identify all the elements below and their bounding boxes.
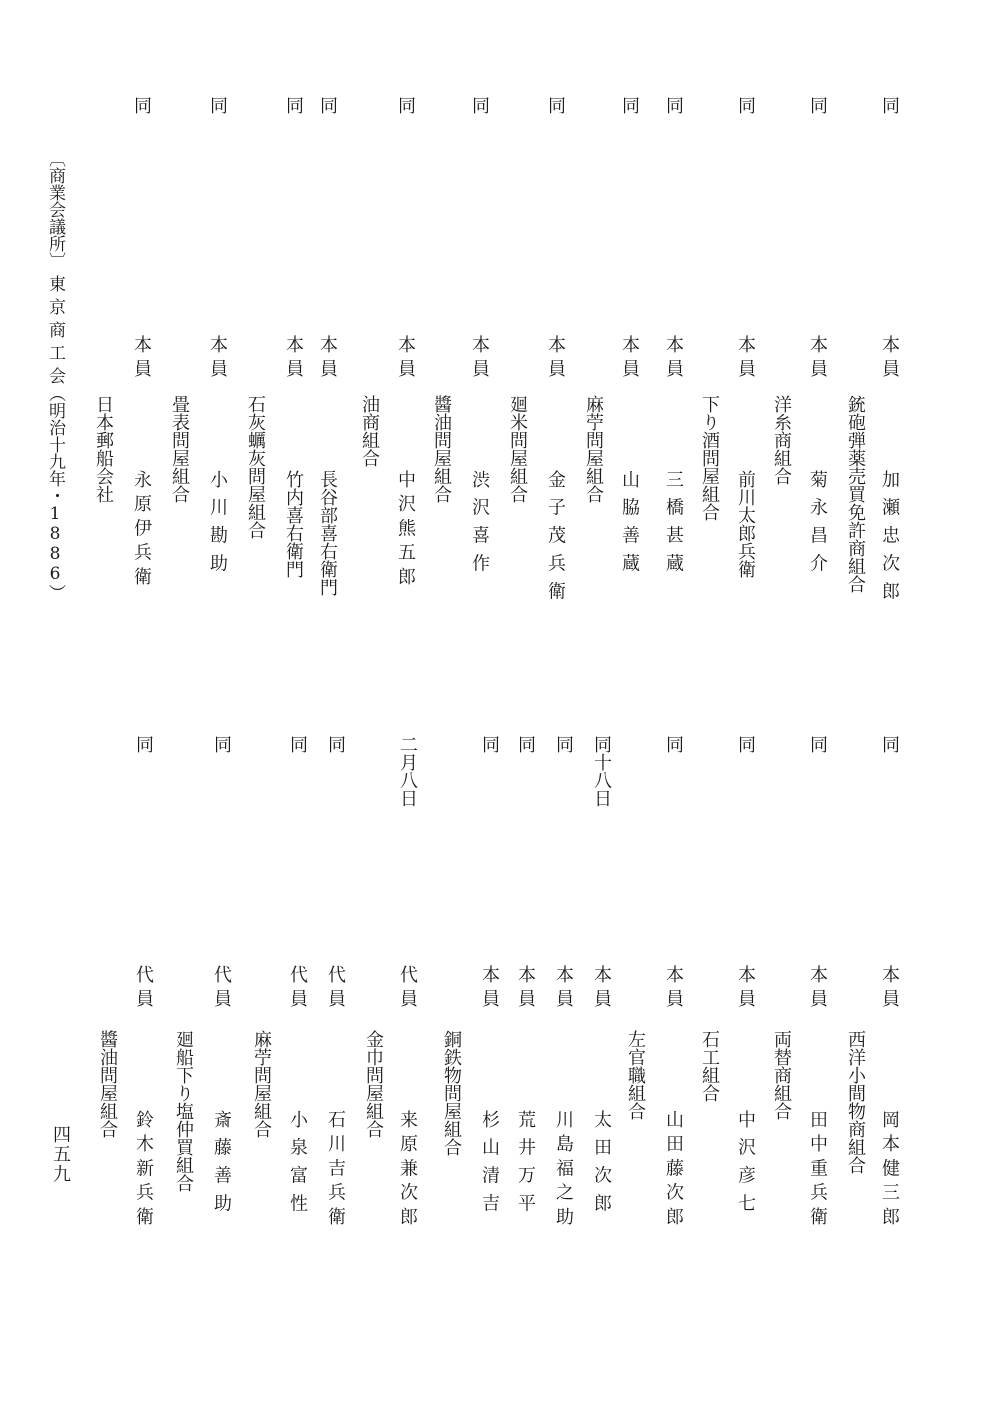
entry-name: 山田藤次郎 xyxy=(663,1110,684,1232)
entry-date: 同 xyxy=(469,96,490,114)
entry-name: 斎藤善助 xyxy=(211,1110,232,1222)
entry-date: 同十八日 xyxy=(591,735,612,807)
running-head-category: 〔商業会議所〕 xyxy=(45,150,65,269)
entry-affiliation: 下り酒問屋組合 xyxy=(699,395,720,521)
entry-name: 来原兼次郎 xyxy=(397,1110,418,1232)
entry-name: 中沢彦七 xyxy=(735,1110,756,1222)
entry-role: 本員 xyxy=(469,335,490,384)
entry-role: 本員 xyxy=(879,965,900,1014)
entry-affiliation: 畳表問屋組合 xyxy=(169,395,190,503)
entry-name: 菊永昌介 xyxy=(807,470,828,582)
entry-affiliation: 銅鉄物問屋組合 xyxy=(441,1030,462,1156)
entry-affiliation: 金巾問屋組合 xyxy=(363,1030,384,1138)
entry-date: 二月八日 xyxy=(397,735,418,807)
entry-name: 岡本健三郎 xyxy=(879,1110,900,1232)
entry-name: 石川吉兵衛 xyxy=(325,1110,346,1232)
entry-date: 同 xyxy=(879,735,900,753)
entry-role: 本員 xyxy=(735,965,756,1014)
entry-role: 代員 xyxy=(287,965,308,1014)
entry-name: 前川太郎兵衛 xyxy=(735,470,756,578)
entry-affiliation: 両替商組合 xyxy=(771,1030,792,1120)
entry-role: 本員 xyxy=(879,335,900,384)
entry-name: 山脇善蔵 xyxy=(619,470,640,582)
entry-affiliation: 廻米問屋組合 xyxy=(507,395,528,503)
entry-role: 本員 xyxy=(553,965,574,1014)
entry-role: 本員 xyxy=(317,335,338,384)
entry-role: 本員 xyxy=(395,335,416,384)
entry-affiliation: 油商組合 xyxy=(359,395,380,467)
entry-date: 同 xyxy=(287,735,308,753)
entry-role: 本員 xyxy=(131,335,152,384)
running-head-year: （明治十九年・1886） xyxy=(45,385,65,601)
entry-date: 同 xyxy=(879,96,900,114)
entry-date: 同 xyxy=(545,96,566,114)
entry-affiliation: 麻苧問屋組合 xyxy=(583,395,604,503)
entry-role: 代員 xyxy=(397,965,418,1014)
entry-role: 本員 xyxy=(515,965,536,1014)
entry-date: 同 xyxy=(807,96,828,114)
entry-affiliation: 左官職組合 xyxy=(625,1030,646,1120)
entry-date: 同 xyxy=(807,735,828,753)
entry-name: 小川勘助 xyxy=(207,470,228,582)
entry-name: 金子茂兵衛 xyxy=(545,470,566,610)
entry-name: 永原伊兵衛 xyxy=(131,470,152,592)
entry-affiliation: 西洋小間物商組合 xyxy=(845,1030,866,1174)
entry-role: 代員 xyxy=(325,965,346,1014)
entry-date: 同 xyxy=(663,735,684,753)
entry-date: 同 xyxy=(317,96,338,114)
entry-date: 同 xyxy=(131,96,152,114)
entry-role: 本員 xyxy=(207,335,228,384)
entry-affiliation: 醬油問屋組合 xyxy=(97,1030,118,1138)
entry-name: 渋沢喜作 xyxy=(469,470,490,582)
entry-name: 三橋甚蔵 xyxy=(663,470,684,582)
entry-affiliation: 洋糸商組合 xyxy=(771,395,792,485)
entry-date: 同 xyxy=(515,735,536,753)
entry-date: 同 xyxy=(325,735,346,753)
entry-affiliation: 石灰蠣灰問屋組合 xyxy=(245,395,266,539)
entry-name: 鈴木新兵衛 xyxy=(133,1110,154,1232)
entry-role: 本員 xyxy=(807,965,828,1014)
entry-name: 太田次郎 xyxy=(591,1110,612,1222)
entry-name: 竹内喜右衛門 xyxy=(283,470,304,578)
entry-name: 長谷部喜右衛門 xyxy=(317,470,338,596)
entry-date: 同 xyxy=(283,96,304,114)
running-head-organization: 東京商工会 xyxy=(45,275,65,390)
entry-role: 本員 xyxy=(479,965,500,1014)
entry-date: 同 xyxy=(553,735,574,753)
entry-role: 代員 xyxy=(133,965,154,1014)
entry-date: 同 xyxy=(735,735,756,753)
entry-date: 同 xyxy=(735,96,756,114)
entry-affiliation: 石工組合 xyxy=(699,1030,720,1102)
page-number: 四五九 xyxy=(50,1125,71,1185)
entry-role: 代員 xyxy=(211,965,232,1014)
entry-date: 同 xyxy=(479,735,500,753)
entry-affiliation: 廻船下り塩仲買組合 xyxy=(173,1030,194,1192)
entry-name: 杉山清吉 xyxy=(479,1110,500,1222)
entry-affiliation: 醬油問屋組合 xyxy=(431,395,452,503)
entry-role: 本員 xyxy=(283,335,304,384)
entry-name: 川島福之助 xyxy=(553,1110,574,1232)
entry-date: 同 xyxy=(619,96,640,114)
entry-name: 小泉富性 xyxy=(287,1110,308,1222)
entry-name: 田中重兵衛 xyxy=(807,1110,828,1232)
entry-date: 同 xyxy=(211,735,232,753)
entry-date: 同 xyxy=(207,96,228,114)
entry-affiliation: 日本郵船会社 xyxy=(93,395,114,503)
entry-date: 同 xyxy=(395,96,416,114)
entry-role: 本員 xyxy=(591,965,612,1014)
entry-name: 加瀬忠次郎 xyxy=(879,470,900,610)
entry-role: 本員 xyxy=(807,335,828,384)
entry-affiliation: 麻苧問屋組合 xyxy=(251,1030,272,1138)
entry-date: 同 xyxy=(133,735,154,753)
entry-affiliation: 銃砲弾薬売買免許商組合 xyxy=(845,395,866,593)
entry-role: 本員 xyxy=(663,335,684,384)
entry-role: 本員 xyxy=(545,335,566,384)
entry-role: 本員 xyxy=(619,335,640,384)
entry-name: 荒井万平 xyxy=(515,1110,536,1222)
entry-date: 同 xyxy=(663,96,684,114)
entry-name: 中沢熊五郎 xyxy=(395,470,416,592)
entry-role: 本員 xyxy=(735,335,756,384)
entry-role: 本員 xyxy=(663,965,684,1014)
